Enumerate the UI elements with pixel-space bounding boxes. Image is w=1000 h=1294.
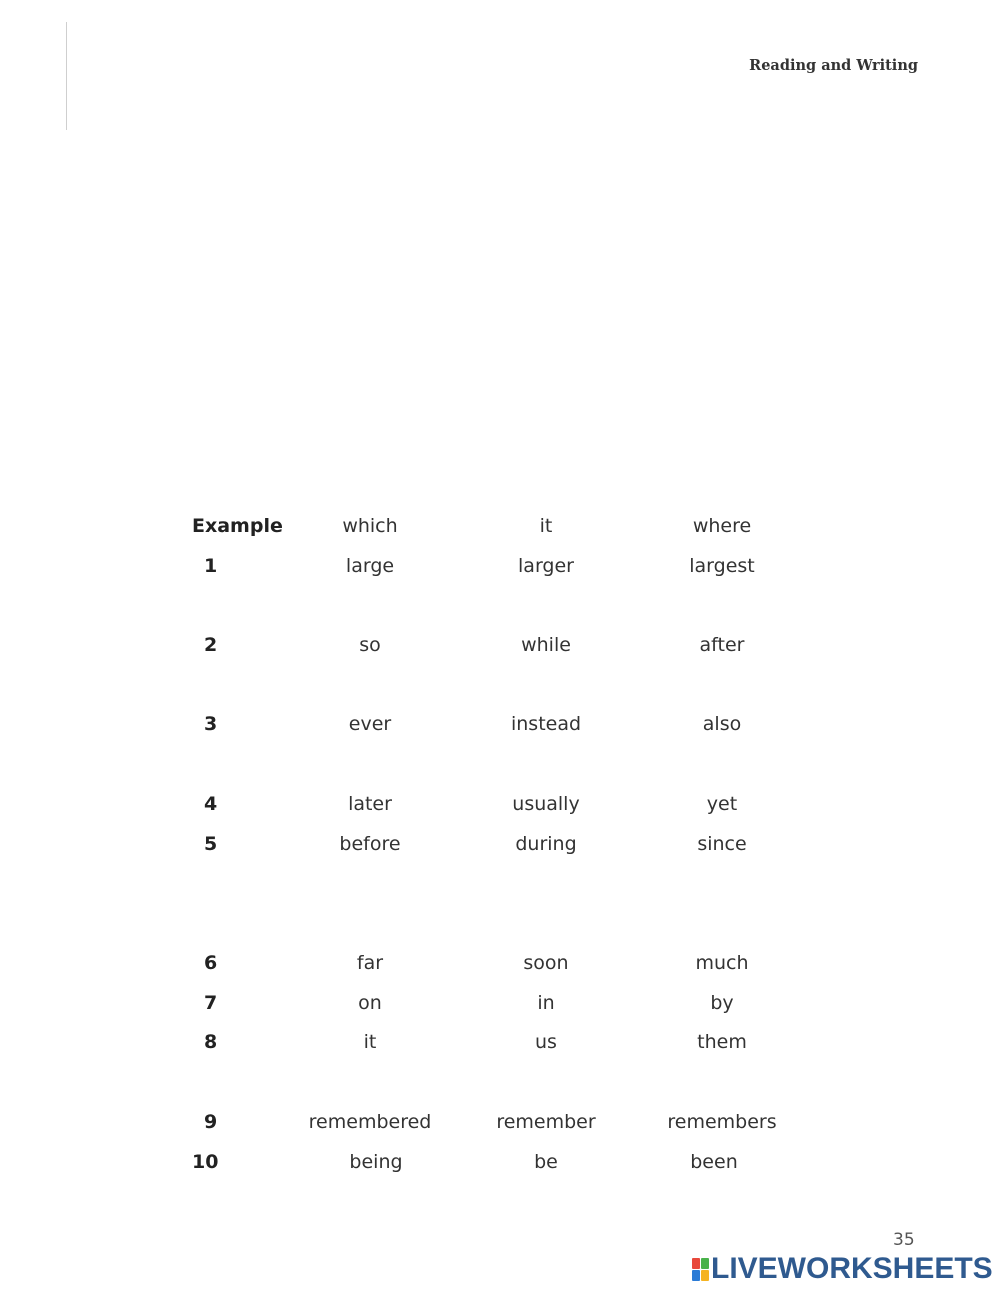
option-b[interactable]: usually — [512, 793, 580, 815]
option-a[interactable]: which — [342, 515, 398, 537]
table-row — [0, 511, 1000, 541]
option-b[interactable]: it — [539, 515, 553, 537]
option-b[interactable]: while — [521, 634, 571, 656]
option-b[interactable]: soon — [523, 952, 569, 974]
option-c[interactable]: largest — [689, 555, 755, 577]
option-c[interactable]: yet — [706, 793, 738, 815]
table-row — [0, 709, 1000, 739]
logo-tile — [701, 1270, 709, 1281]
option-a[interactable]: so — [359, 634, 381, 656]
logo-tile — [692, 1270, 700, 1281]
option-a[interactable]: it — [363, 1031, 377, 1053]
option-c[interactable]: where — [692, 515, 752, 537]
option-a[interactable]: far — [356, 952, 384, 974]
logo-tile — [692, 1258, 700, 1269]
section-header: Reading and Writing — [749, 57, 918, 74]
liveworksheets-brand — [692, 1252, 993, 1286]
question-number: 1 — [204, 555, 218, 577]
table-row — [0, 948, 1000, 978]
option-b[interactable]: instead — [510, 713, 582, 735]
option-c[interactable]: since — [697, 833, 747, 855]
option-c[interactable]: by — [710, 992, 734, 1014]
option-b[interactable]: larger — [518, 555, 574, 577]
table-row — [0, 829, 1000, 859]
option-c[interactable]: been — [690, 1151, 738, 1173]
table-row — [0, 1107, 1000, 1137]
option-c[interactable]: them — [697, 1031, 747, 1053]
question-number: 2 — [204, 634, 218, 656]
option-b[interactable]: remember — [496, 1111, 596, 1133]
table-row — [0, 1027, 1000, 1057]
table-row — [0, 630, 1000, 660]
option-b[interactable]: be — [534, 1151, 558, 1173]
option-c[interactable]: remembers — [667, 1111, 777, 1133]
margin-line — [66, 22, 67, 130]
option-a[interactable]: large — [345, 555, 395, 577]
page-number: 35 — [893, 1230, 915, 1250]
table-row — [0, 1147, 1000, 1177]
option-a[interactable]: before — [339, 833, 401, 855]
table-row — [0, 789, 1000, 819]
logo-tile — [701, 1258, 709, 1269]
option-a[interactable]: remembered — [308, 1111, 432, 1133]
option-a[interactable]: ever — [348, 713, 392, 735]
option-a[interactable]: being — [349, 1151, 403, 1173]
option-b[interactable]: during — [515, 833, 577, 855]
table-row — [0, 551, 1000, 581]
question-number: 8 — [204, 1031, 218, 1053]
option-c[interactable]: much — [695, 952, 749, 974]
question-number: 10 — [192, 1151, 219, 1173]
question-number: 3 — [204, 713, 218, 735]
option-b[interactable]: us — [535, 1031, 557, 1053]
row-label-example: Example — [192, 515, 283, 537]
option-c[interactable]: after — [699, 634, 745, 656]
liveworksheets-logo-icon — [692, 1258, 708, 1280]
question-number: 9 — [204, 1111, 218, 1133]
question-number: 7 — [204, 992, 218, 1014]
brand-name: LIVEWORKSHEETS — [711, 1252, 993, 1285]
option-c[interactable]: also — [702, 713, 742, 735]
option-b[interactable]: in — [537, 992, 555, 1014]
option-a[interactable]: later — [348, 793, 392, 815]
table-row — [0, 988, 1000, 1018]
option-a[interactable]: on — [358, 992, 382, 1014]
question-number: 4 — [204, 793, 218, 815]
question-number: 6 — [204, 952, 218, 974]
question-number: 5 — [204, 833, 218, 855]
